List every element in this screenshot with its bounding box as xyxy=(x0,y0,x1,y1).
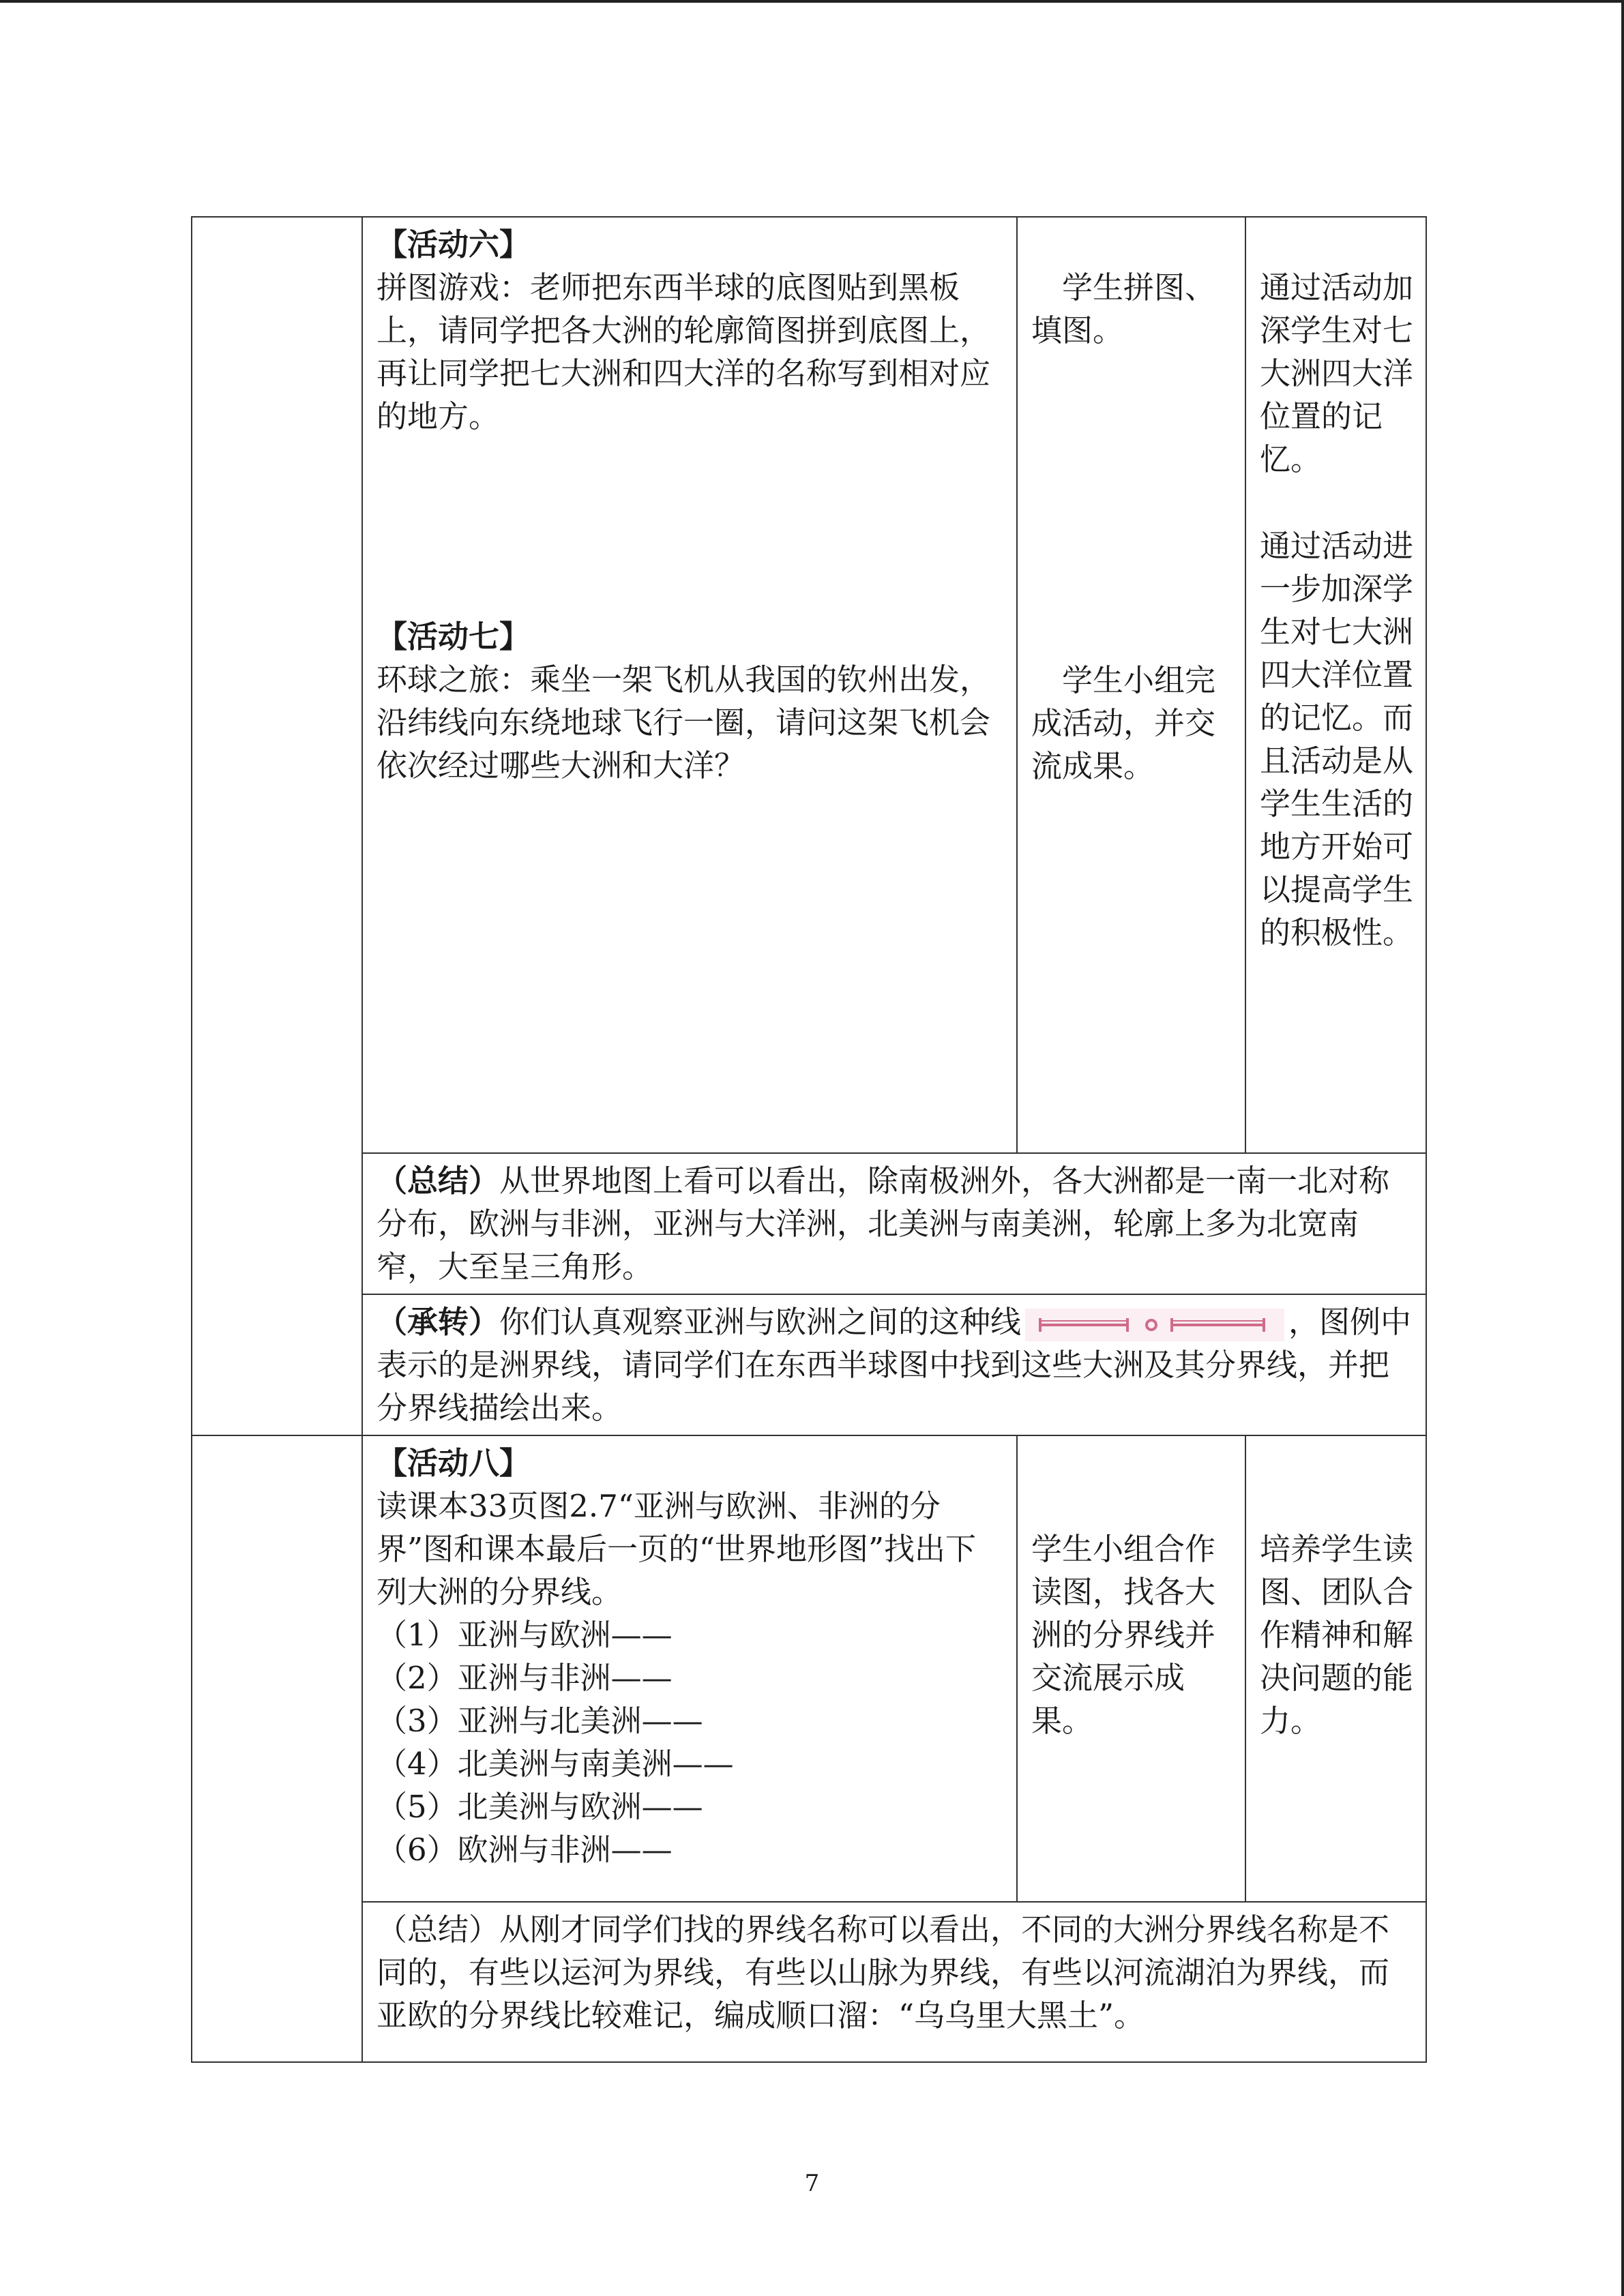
activity-8-intro: 读课本33页图2.7“亚洲与欧洲、非洲的分界”图和课本最后一页的“世界地形图”找出下列大洲的分界线。 xyxy=(377,1488,977,1610)
summary-2-cell xyxy=(362,1902,1426,2062)
page-top-border xyxy=(0,0,1624,3)
activity-6-7-row xyxy=(192,217,1426,1153)
activity-8-row xyxy=(192,1435,1426,1902)
teacher-activity-cell xyxy=(362,217,1017,1153)
activity-7-content: 环球之旅：乘坐一架飞机从我国的钦州出发，沿纬线向东绕地球飞行一圈，请问这架飞机会依次经过哪些大洲和大洋？ xyxy=(377,661,991,784)
transition-cell xyxy=(362,1294,1426,1435)
activity-6-content: 拼图游戏：老师把东西半球的底图贴到黑板上，请同学把各大洲的轮廓简图拼到底图上，再让同学把七大洲和四大洋的名称写到相对应的地方。 xyxy=(377,269,991,434)
summary-1-text: （总结）从世界地图上看可以看出，除南极洲外，各大洲都是一南一北对称分布，欧洲与非洲，亚洲与大洋洲，北美洲与南美洲，轮廓上多为北宽南窄，大至呈三角形。 xyxy=(377,1163,1390,1285)
activity-8-student: 学生小组合作读图，找各大洲的分界线并交流展示成果。 xyxy=(1031,1531,1216,1739)
design-intent-cell xyxy=(1245,217,1426,1153)
transition-prefix: （承转） xyxy=(377,1304,500,1340)
page-right-border xyxy=(1621,0,1624,2296)
summary-2-prefix: （总结） xyxy=(377,1911,500,1948)
activity-8-goal-cell xyxy=(1245,1435,1426,1902)
activity-7-title: 【活动七】 xyxy=(377,618,531,655)
activity-7-goal: 通过活动进一步加深学生对七大洲四大洋位置的记忆。而且活动是从学生生活的地方开始可以提高学生的积极性。 xyxy=(1260,528,1414,951)
summary-1-cell xyxy=(362,1153,1426,1294)
transition-text: （承转）你们认真观察亚洲与欧洲之间的这种线 ，图例中表示的是洲界线，请同学们在东西半球图中找到这些大洲及其分界线，并把分界线描绘出来。 xyxy=(377,1304,1412,1426)
stage-cell-2 xyxy=(192,1435,362,2062)
boundary-item: （6）欧洲与非洲—— xyxy=(377,1832,673,1868)
boundary-item: （3）亚洲与北美洲—— xyxy=(377,1703,703,1739)
spacer xyxy=(377,438,1004,615)
spacer xyxy=(1031,352,1232,659)
lesson-plan-table xyxy=(191,216,1427,2063)
activity-6-title: 【活动六】 xyxy=(377,226,531,263)
boundary-item: （2）亚洲与非洲—— xyxy=(377,1660,673,1696)
stage-cell-1 xyxy=(192,217,362,1435)
spacer xyxy=(1260,481,1413,524)
activity-7-student: 学生小组完成活动，并交流成果。 xyxy=(1031,662,1216,784)
activity-6-goal: 通过活动加深学生对七大洲四大洋位置的记忆。 xyxy=(1260,269,1414,477)
continent-boundary-line-icon xyxy=(1025,1309,1284,1341)
activity-6-student: 学生拼图、填图。 xyxy=(1031,269,1216,348)
page-number: 7 xyxy=(804,2170,820,2197)
boundary-item: （4）北美洲与南美洲—— xyxy=(377,1746,734,1782)
transition-row xyxy=(192,1294,1426,1435)
activity-8-goal: 培养学生读图、团队合作精神和解决问题的能力。 xyxy=(1260,1531,1414,1739)
summary-1-row xyxy=(192,1153,1426,1294)
student-activity-cell xyxy=(1017,217,1245,1153)
summary-2-row xyxy=(192,1902,1426,2062)
activity-8-student-cell xyxy=(1017,1435,1245,1902)
boundary-item: （1）亚洲与欧洲—— xyxy=(377,1617,673,1653)
activity-8-teacher-cell xyxy=(362,1435,1017,1902)
summary-1-prefix: （总结） xyxy=(377,1163,500,1199)
summary-2-text: （总结）从刚才同学们找的界线名称可以看出，不同的大洲分界线名称是不同的，有些以运河为界线，有些以山脉为界线，有些以河流湖泊为界线，而亚欧的分界线比较难记，编成顺口溜：“乌乌里大黑土”。 xyxy=(377,1911,1390,2033)
boundary-item: （5）北美洲与欧洲—— xyxy=(377,1789,703,1825)
activity-8-title: 【活动八】 xyxy=(377,1445,531,1481)
